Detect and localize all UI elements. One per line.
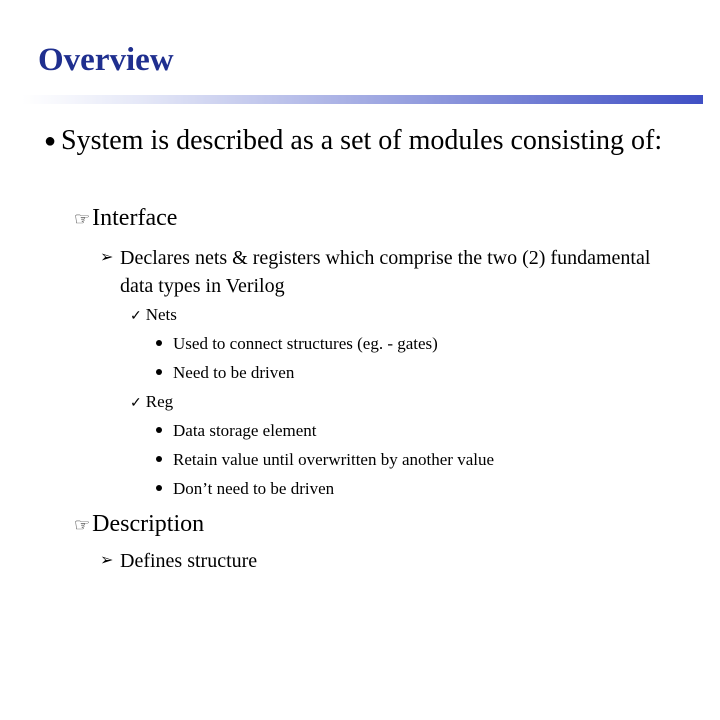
arrow-icon: ➢ [100,249,114,266]
list-item [156,362,294,384]
bullet-dot-icon [156,369,162,375]
reg-item-text: Data storage element [173,421,317,440]
nets-item-text: Used to connect structures (eg. - gates) [173,334,438,353]
reg-label: Reg [145,392,174,411]
pointing-hand-icon: ☞ [74,515,91,535]
reg-item-text: Retain value until overwritten by another value [173,450,495,469]
bullet-dot-icon [156,456,162,462]
arrow-icon: ➢ [100,552,114,569]
nets-item-text: Need to be driven [173,363,295,382]
list-item [156,420,317,442]
main-bullet-text: System is described as a set of modules consisting of: [61,125,663,156]
interface-item [74,203,177,234]
bullet-dot-icon [156,427,162,433]
filled-circle-icon: ● [44,130,57,152]
description-label: Description [92,511,205,537]
declares-item [100,244,680,300]
defines-text: Defines structure [120,550,258,572]
bullet-dot-icon [156,340,162,346]
reg-item-text: Don’t need to be driven [173,479,335,498]
defines-item [100,547,680,575]
checkmark-icon: ✓ [130,309,142,324]
nets-item [130,304,177,328]
checkmark-icon: ✓ [130,396,142,411]
reg-item [130,391,173,415]
interface-label: Interface [92,205,178,231]
pointing-hand-icon: ☞ [74,209,91,229]
list-item [156,478,334,500]
bullet-dot-icon [156,485,162,491]
slide-title: Overview [38,42,174,78]
list-item [156,333,438,355]
list-item [156,449,494,471]
main-bullet-point [44,123,684,159]
declares-text: Declares nets & registers which comprise the two (2) fundamental data types in Verilog [120,247,651,297]
description-item [74,509,204,540]
nets-label: Nets [145,305,177,324]
